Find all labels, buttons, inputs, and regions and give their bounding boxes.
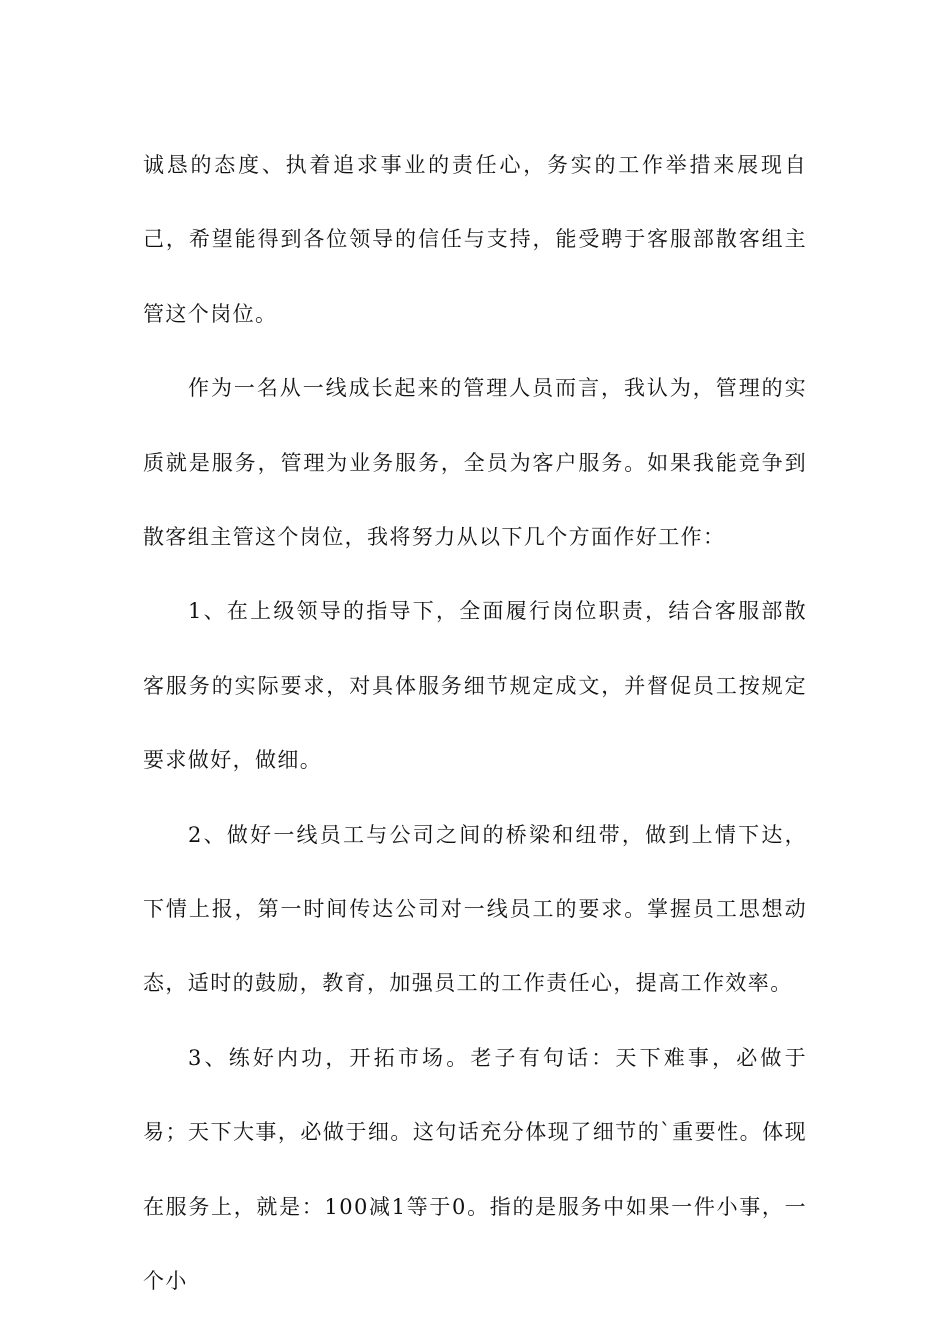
paragraph-management-view: 作为一名从一线成长起来的管理人员而言，我认为，管理的实质就是服务，管理为业务服务，全员为客户服务。如果我能竞争到散客组主管这个岗位，我将努力从以下几个方面作好工作： — [143, 376, 807, 550]
document-body — [143, 128, 807, 1319]
paragraph-continuation: 诚恳的态度、执着追求事业的责任心，务实的工作举措来展现自己，希望能得到各位领导的信任与支持，能受聘于客服部散客组主管这个岗位。 — [143, 153, 807, 326]
paragraph-point-2: 2、做好一线员工与公司之间的桥梁和纽带，做到上情下达，下情上报，第一时间传达公司对一线员工的要求。掌握员工思想动态，适时的鼓励，教育，加强员工的工作责任心，提高工作效率。 — [143, 822, 807, 996]
paragraph-point-1: 1、在上级领导的指导下，全面履行岗位职责，结合客服部散客服务的实际要求，对具体服务细节规定成文，并督促员工按规定要求做好，做细。 — [143, 599, 807, 773]
paragraph-point-3: 3、练好内功，开拓市场。老子有句话：天下难事，必做于易；天下大事，必做于细。这句话充分体现了细节的`重要性。体现在服务上，就是：100减1等于0。指的是服务中如果一件小事，一个小 — [143, 1045, 807, 1294]
